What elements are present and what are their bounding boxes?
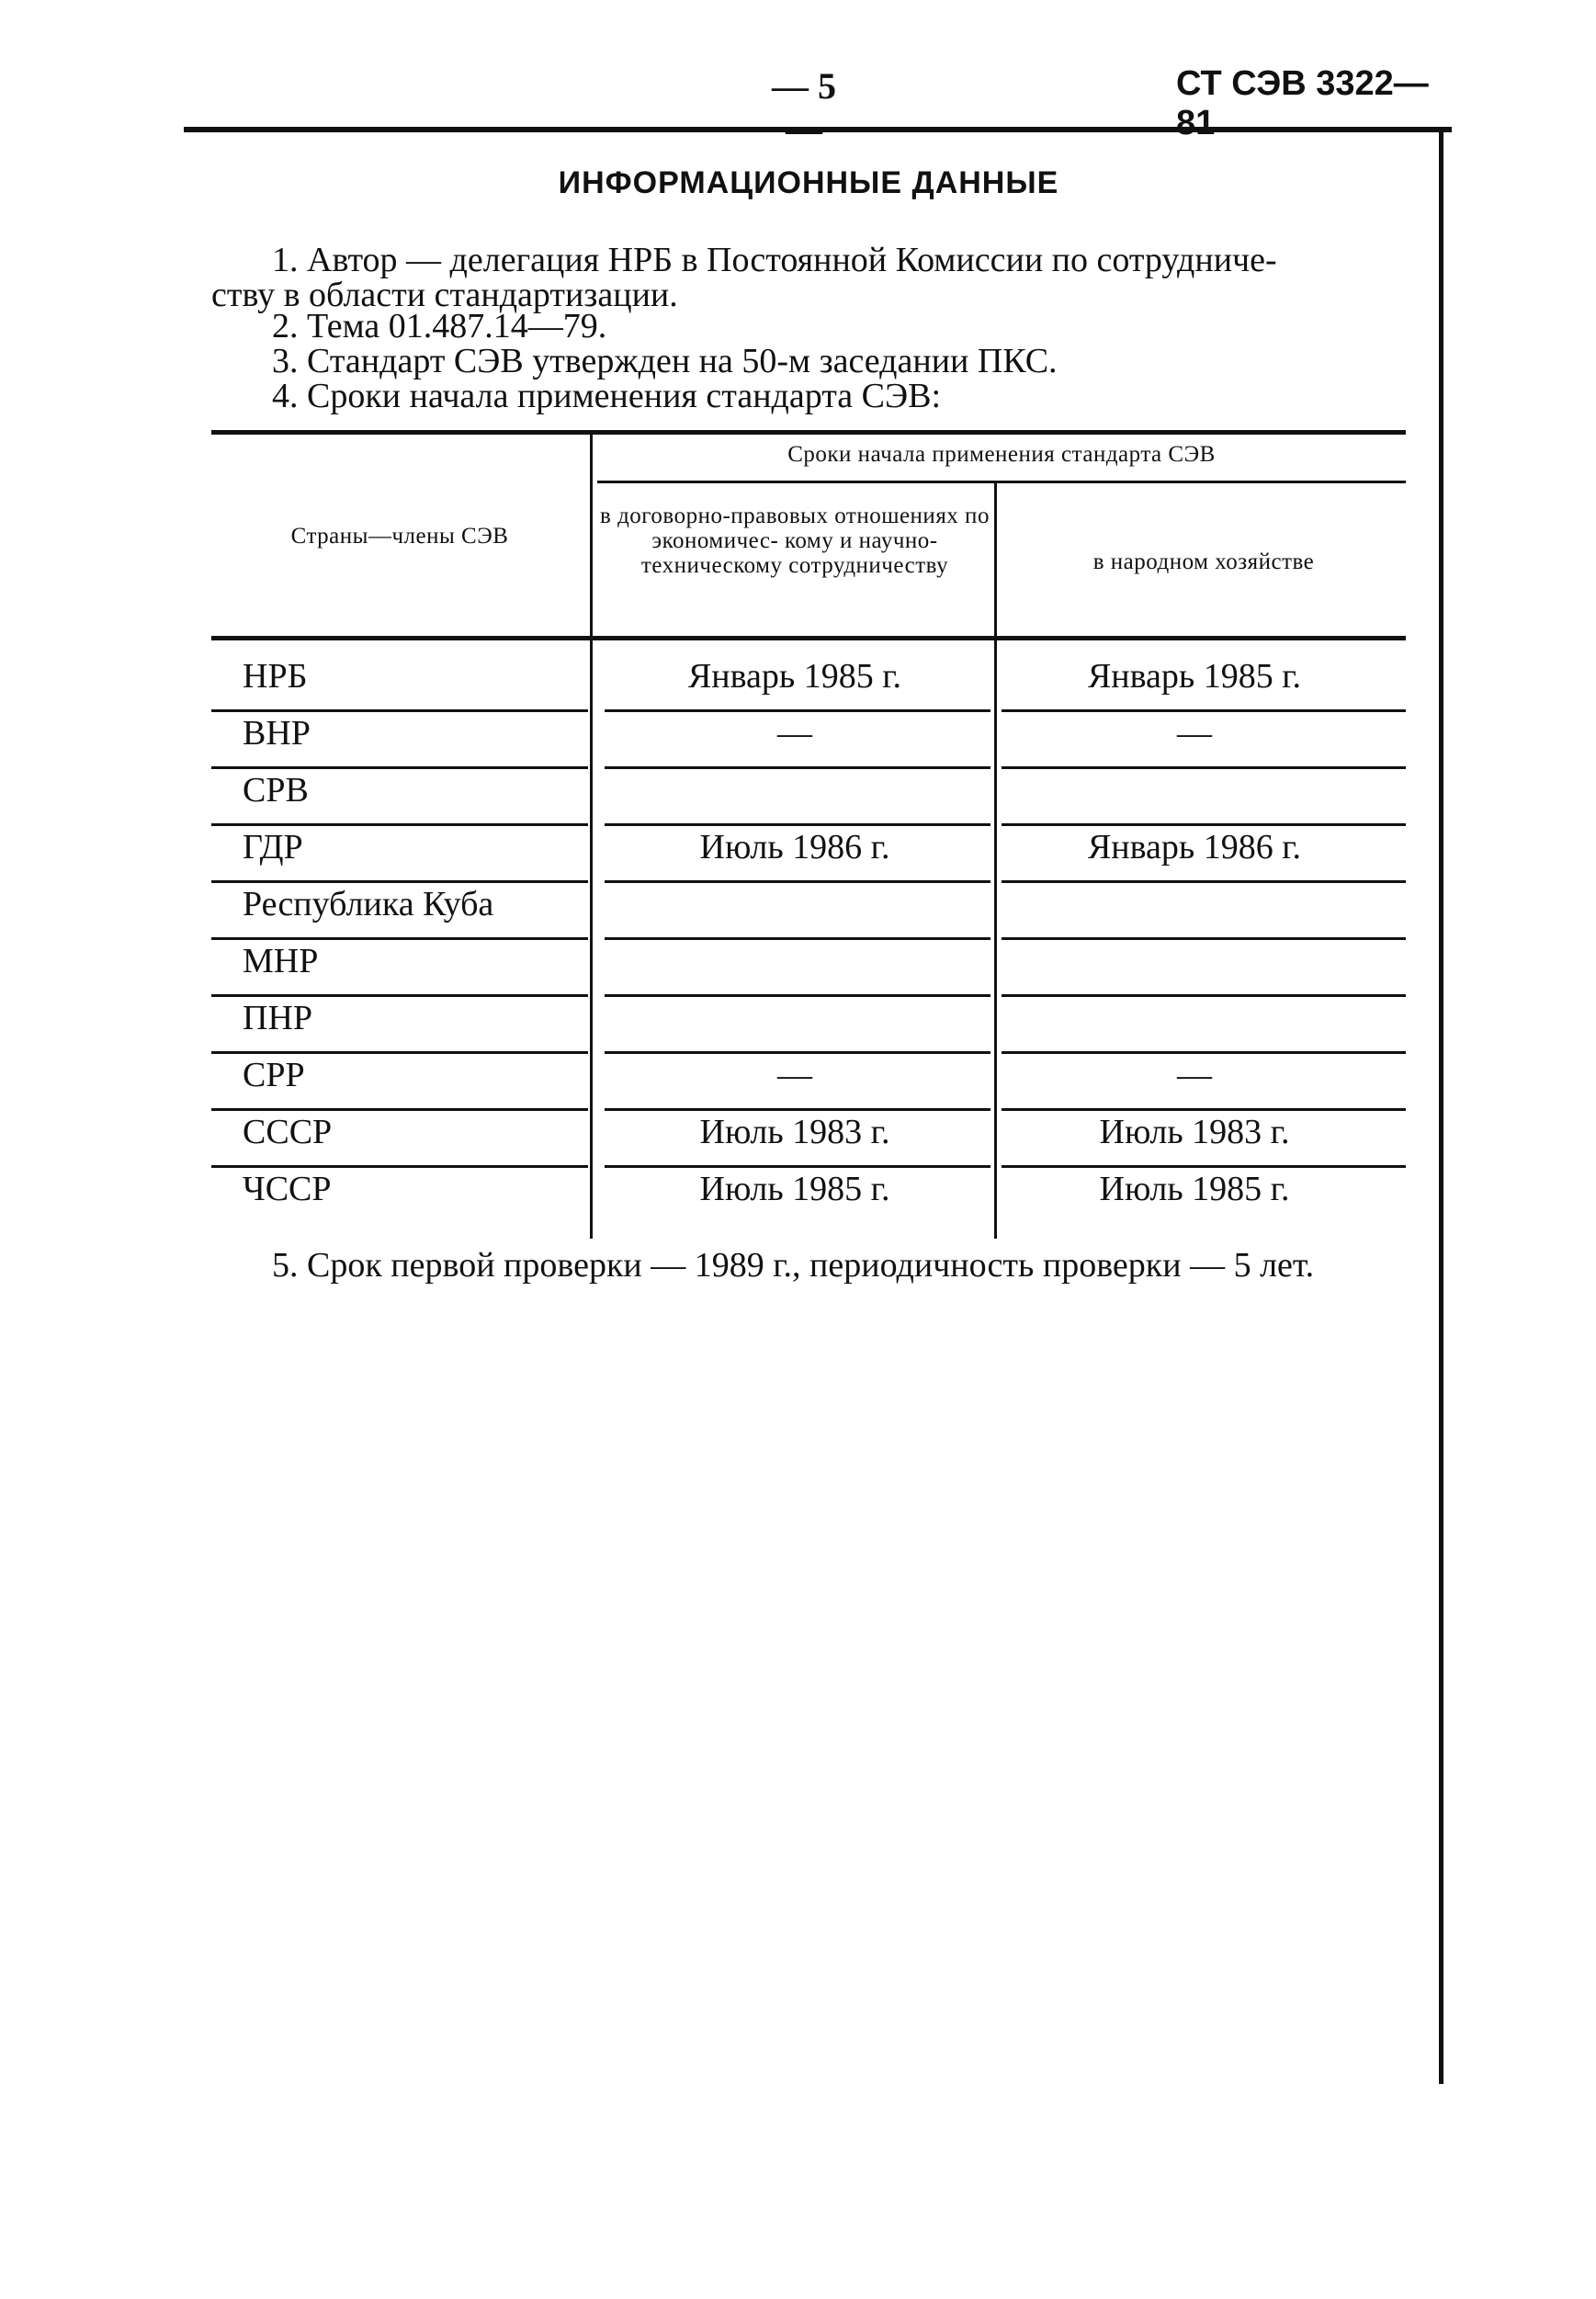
table-cell-contract-date: Июль 1985 г. <box>699 1170 890 1208</box>
table-cell-country: ВНР <box>243 714 311 753</box>
table-row-divider <box>605 937 990 940</box>
table-row-divider <box>211 1108 588 1111</box>
table-row-divider <box>605 994 990 997</box>
item-3: 3. Стандарт СЭВ утвержден на 50-м заседании ПКС. <box>272 342 1058 380</box>
table-row-divider <box>1002 823 1406 826</box>
table-row-divider <box>605 766 990 769</box>
table-row-divider <box>605 823 990 826</box>
table-cell-country: НРБ <box>243 657 308 696</box>
table-cell-economy-date: Январь 1986 г. <box>1087 828 1302 866</box>
header-rule <box>184 127 1452 132</box>
table-cell-economy-date: — <box>1177 1056 1212 1094</box>
table-cell-country: ПНР <box>243 999 313 1037</box>
table-cell-contract-date: Январь 1985 г. <box>687 657 902 696</box>
table-row-divider <box>211 880 588 883</box>
table-row-divider <box>211 994 588 997</box>
item-4: 4. Сроки начала применения стандарта СЭВ: <box>272 377 942 415</box>
table-cell-economy-date: Июль 1985 г. <box>1099 1170 1290 1208</box>
table-header-contract: в договорно-правовых отношениях по экономичес- кому и научно-техническому сотрудничеству <box>600 504 990 578</box>
table-row-divider <box>1002 880 1406 883</box>
table-cell-country: ГДР <box>243 828 303 866</box>
table-row-divider <box>1002 1108 1406 1111</box>
table-row-divider <box>605 1108 990 1111</box>
table-row-divider <box>605 709 990 712</box>
table-cell-contract-date: Июль 1986 г. <box>699 828 890 866</box>
table-row-divider <box>211 937 588 940</box>
item-1-line-2: ству в области стандартизации. <box>211 276 678 314</box>
table-cell-country: СРР <box>243 1056 305 1094</box>
table-cell-economy-date: Январь 1985 г. <box>1087 657 1302 696</box>
section-title: ИНФОРМАЦИОННЫЕ ДАННЫЕ <box>558 165 1059 200</box>
table-top-rule <box>211 430 1406 435</box>
table-row-divider <box>605 1165 990 1168</box>
table-cell-country: СССР <box>243 1113 333 1151</box>
table-row-divider <box>1002 709 1406 712</box>
table-cell-economy-date: Июль 1983 г. <box>1099 1113 1290 1151</box>
table-cell-country: ЧССР <box>243 1170 332 1208</box>
right-border-line <box>1439 127 1443 2084</box>
table-row-divider <box>211 1051 588 1054</box>
table-vline-1 <box>590 434 593 1239</box>
page-number: — 5 — <box>772 65 836 150</box>
table-cell-contract-date: — <box>777 1056 812 1094</box>
table-row-divider <box>1002 766 1406 769</box>
table-row-divider <box>211 823 588 826</box>
table-header-bottom-rule <box>211 636 1406 640</box>
item-1-line-1: 1. Автор — делегация НРБ в Постоянной Комиссии по сотрудниче- <box>272 241 1277 279</box>
table-row-divider <box>1002 1051 1406 1054</box>
table-header-countries: Страны—члены СЭВ <box>290 524 509 549</box>
table-cell-contract-date: — <box>777 714 812 753</box>
table-vline-2 <box>994 483 997 1239</box>
table-cell-country: СРВ <box>243 771 309 810</box>
table-cell-contract-date: Июль 1983 г. <box>699 1113 890 1151</box>
table-header-economy: в народном хозяйстве <box>1092 549 1315 574</box>
table-row-divider <box>211 709 588 712</box>
document-code: СТ СЭВ 3322—81 <box>1176 64 1429 142</box>
table-row-divider <box>605 880 990 883</box>
table-header-subrule <box>597 481 1406 483</box>
table-row-divider <box>211 766 588 769</box>
item-5: 5. Срок первой проверки — 1989 г., периодичность проверки — 5 лет. <box>272 1246 1315 1285</box>
table-header-main: Сроки начала применения стандарта СЭВ <box>787 442 1216 467</box>
table-row-divider <box>211 1165 588 1168</box>
table-cell-country: Республика Куба <box>243 885 494 923</box>
item-2: 2. Тема 01.487.14—79. <box>272 307 607 345</box>
table-row-divider <box>1002 994 1406 997</box>
table-row-divider <box>1002 1165 1406 1168</box>
table-cell-economy-date: — <box>1177 714 1212 753</box>
table-row-divider <box>1002 937 1406 940</box>
table-row-divider <box>605 1051 990 1054</box>
table-cell-country: МНР <box>243 942 319 980</box>
